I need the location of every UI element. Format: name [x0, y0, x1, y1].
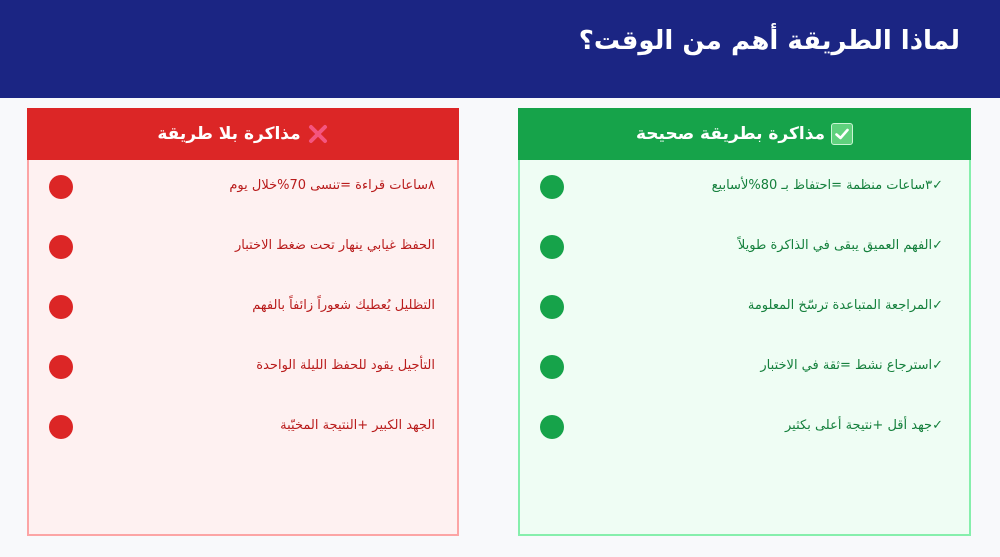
- list-item: [29, 235, 457, 265]
- list-item-text: التظليل يُعطيك شعوراً زائفاً بالفهم: [252, 298, 435, 313]
- list-item: [520, 415, 969, 445]
- bullet-dot-icon: [540, 175, 564, 199]
- good-method-header: [518, 108, 971, 160]
- list-item-text: ✓الفهم العميق يبقى في الذاكرة طويلاً: [737, 238, 943, 253]
- bad-method-title: مذاكرة بلا طريقة: [157, 124, 301, 144]
- list-item-text: ✓جهد أقل +نتيجة أعلى بكثير: [785, 418, 943, 433]
- bullet-dot-icon: [49, 355, 73, 379]
- good-method-title: مذاكرة بطريقة صحيحة: [635, 124, 826, 144]
- bullet-dot-icon: [49, 175, 73, 199]
- bullet-dot-icon: [540, 295, 564, 319]
- bullet-dot-icon: [540, 415, 564, 439]
- list-item: [520, 175, 969, 205]
- list-item: [29, 295, 457, 325]
- bullet-dot-icon: [540, 235, 564, 259]
- good-method-panel: [518, 108, 971, 536]
- list-item-text: ✓٣ساعات منظمة =احتفاظ بـ 80%لأسابيع: [711, 178, 943, 193]
- list-item: [29, 175, 457, 205]
- bad-method-header: [27, 108, 459, 160]
- list-item-text: ✓المراجعة المتباعدة ترسّخ المعلومة: [747, 298, 943, 313]
- cross-mark-icon: [307, 123, 329, 145]
- list-item: [520, 355, 969, 385]
- bullet-dot-icon: [49, 415, 73, 439]
- list-item-text: ٨ساعات قراءة =تنسى 70%خلال يوم: [229, 178, 435, 193]
- bullet-dot-icon: [49, 295, 73, 319]
- list-item-text: الجهد الكبير +النتيجة المخيّبة: [280, 418, 435, 433]
- list-item: [29, 355, 457, 385]
- list-item-text: الحفظ غيابي ينهار تحت ضغط الاختبار: [234, 238, 435, 253]
- list-item-text: التأجيل يقود للحفظ الليلة الواحدة: [256, 358, 435, 373]
- page-title: لماذا الطريقة أهم من الوقت؟: [578, 26, 960, 56]
- header-bar: [0, 0, 1000, 98]
- bad-method-panel: [27, 108, 459, 536]
- list-item: [29, 415, 457, 445]
- bullet-dot-icon: [540, 355, 564, 379]
- check-mark-button-icon: [831, 123, 853, 145]
- list-item: [520, 295, 969, 325]
- bullet-dot-icon: [49, 235, 73, 259]
- list-item-text: ✓استرجاع نشط =ثقة في الاختبار: [760, 358, 943, 373]
- list-item: [520, 235, 969, 265]
